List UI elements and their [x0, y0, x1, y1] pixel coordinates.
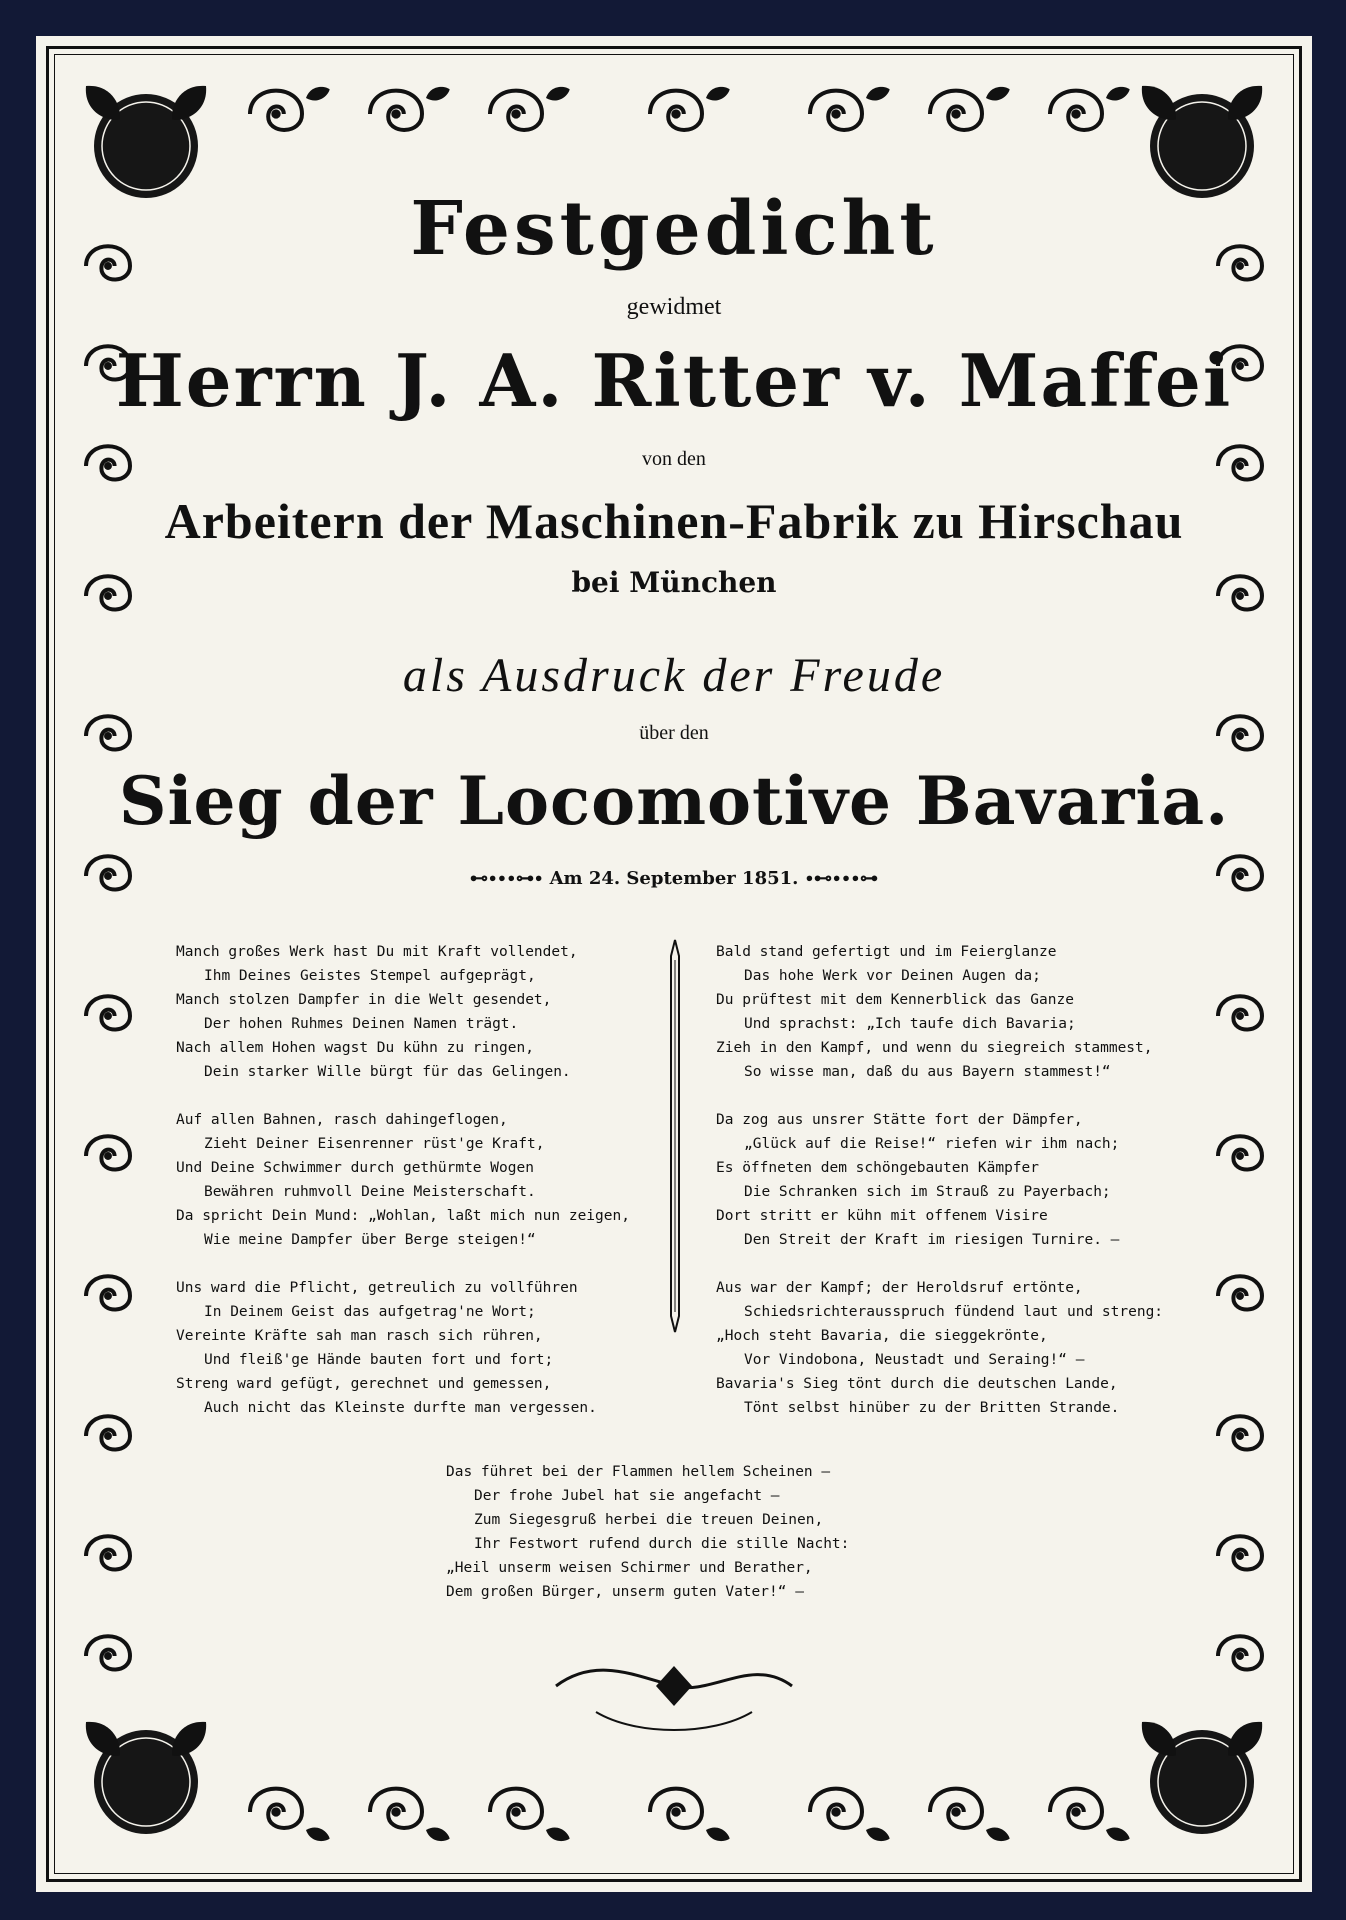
poem-line: Bewähren ruhmvoll Deine Meisterschaft.	[204, 1184, 536, 1200]
about-line: über den	[639, 722, 709, 744]
poem-line: Und Deine Schwimmer durch gethürmte Wogen	[176, 1160, 534, 1176]
poem-line: Schiedsrichterausspruch fündend laut und streng:	[744, 1304, 1164, 1320]
poem-line: Aus war der Kampf; der Heroldsruf ertönte,	[716, 1280, 1083, 1296]
top-scroll-3-dot	[511, 109, 520, 118]
left-poem-column	[176, 940, 646, 1444]
bottom-flourish-lower	[596, 1712, 752, 1730]
left-scroll-7-dot	[104, 1012, 112, 1020]
poem-line: Zieht Deiner Eisenrenner rüst'ge Kraft,	[204, 1136, 545, 1152]
right-scroll-9-dot	[1236, 1292, 1244, 1300]
poster-sheet	[36, 36, 1312, 1892]
stanza-right-1	[716, 940, 1196, 1084]
poem-line: Bald stand gefertigt und im Feierglanze	[716, 944, 1057, 960]
victory-heading: Sieg der Locomotive Bavaria.	[118, 762, 1230, 840]
dedication-line: gewidmet	[626, 294, 722, 320]
top-leaf	[544, 84, 572, 104]
top-leaf	[704, 84, 732, 104]
right-flourish: ∙⊷∙∙∙⊶	[804, 868, 879, 889]
poem-line: Das führet bei der Flammen hellem Scheinen —	[446, 1464, 831, 1480]
honoree-name: Herrn J. A. Ritter v. Maffei	[115, 338, 1233, 423]
stanza-left-2	[176, 1108, 646, 1252]
poem-line: Da zog aus unsrer Stätte fort der Dämpfer,	[716, 1112, 1083, 1128]
top-leaf	[864, 84, 892, 104]
right-scroll-12-dot	[1236, 1652, 1244, 1660]
left-scroll-10-dot	[104, 1432, 112, 1440]
stanza-left-1	[176, 940, 646, 1084]
poem-line: Und sprachst: „Ich taufe dich Bavaria;	[744, 1016, 1076, 1032]
poem-line: Du prüftest mit dem Kennerblick das Ganze	[716, 992, 1074, 1008]
poem-line: Den Streit der Kraft im riesigen Turnire. —	[744, 1232, 1120, 1248]
top-scroll-2-dot	[391, 109, 400, 118]
poem-line: Zieh in den Kampf, und wenn du siegreich stammest,	[716, 1040, 1153, 1056]
center-divider-rule	[660, 936, 690, 1336]
left-scroll-9-dot	[104, 1292, 112, 1300]
date-text: Am 24. September 1851.	[549, 868, 799, 889]
poem-line: Es öffneten dem schöngebauten Kämpfer	[716, 1160, 1040, 1176]
poem-line: Nach allem Hohen wagst Du kühn zu ringen,	[176, 1040, 534, 1056]
location-line: bei München	[571, 566, 777, 599]
poem-line: Bavaria's Sieg tönt durch die deutschen Lande,	[716, 1376, 1118, 1392]
left-scroll-8-dot	[104, 1152, 112, 1160]
top-scroll-4-dot	[671, 109, 680, 118]
stanza-left-3	[176, 1276, 646, 1420]
poem-line: Ihr Festwort rufend durch die stille Nacht:	[474, 1536, 850, 1552]
poem-line: Manch großes Werk hast Du mit Kraft vollendet,	[176, 944, 578, 960]
poem-line: „Glück auf die Reise!“ riefen wir ihm nach;	[744, 1136, 1120, 1152]
poem-line: Dort stritt er kühn mit offenem Visire	[716, 1208, 1048, 1224]
poem-line: Streng ward gefügt, gerechnet und gemessen,	[176, 1376, 552, 1392]
poem-line: „Heil unserm weisen Schirmer und Berather,	[446, 1560, 813, 1576]
closing-stanza	[446, 1460, 966, 1604]
poem-line: Tönt selbst hinüber zu der Britten Strande.	[744, 1400, 1120, 1416]
left-scroll-12-dot	[104, 1652, 112, 1660]
bottom-leaf	[704, 1824, 732, 1844]
top-leaf	[304, 84, 332, 104]
right-scroll-7-dot	[1236, 1012, 1244, 1020]
bottom-scroll-2-dot	[391, 1807, 400, 1816]
poem-line: Wie meine Dampfer über Berge steigen!“	[204, 1232, 536, 1248]
expression-line: als Ausdruck der Freude	[402, 649, 946, 702]
left-scroll-11-dot	[104, 1552, 112, 1560]
poem-line: Und fleiß'ge Hände bauten fort und fort;	[204, 1352, 554, 1368]
poem-line: Ihm Deines Geistes Stempel aufgeprägt,	[204, 968, 536, 984]
left-flourish: ⊷∙∙∙⊶∙	[469, 868, 544, 889]
date-line	[36, 868, 1312, 889]
from-line: von den	[642, 448, 706, 470]
stanza-right-2	[716, 1108, 1196, 1252]
poem-line: Uns ward die Pflicht, getreulich zu vollführen	[176, 1280, 578, 1296]
poem-line: Zum Siegesgruß herbei die treuen Deinen,	[474, 1512, 824, 1528]
poem-line: Die Schranken sich im Strauß zu Payerbach;	[744, 1184, 1111, 1200]
poem-line: In Deinem Geist das aufgetrag'ne Wort;	[204, 1304, 536, 1320]
bottom-scroll-7-dot	[1071, 1807, 1080, 1816]
poem-line: Das hohe Werk vor Deinen Augen da;	[744, 968, 1041, 984]
right-scroll-11-dot	[1236, 1552, 1244, 1560]
bottom-flourish-diamond	[656, 1666, 692, 1706]
bottom-scroll-6-dot	[951, 1807, 960, 1816]
right-poem-column	[716, 940, 1196, 1444]
poem-line: Vor Vindobona, Neustadt und Seraing!“ —	[744, 1352, 1085, 1368]
bottom-leaf	[864, 1824, 892, 1844]
poem-line: Dem großen Bürger, unserm guten Vater!“ —	[446, 1584, 804, 1600]
top-scroll-7-dot	[1071, 109, 1080, 118]
poem-line: Auch nicht das Kleinste durfte man vergessen.	[204, 1400, 597, 1416]
poem-line: Der hohen Ruhmes Deinen Namen trägt.	[204, 1016, 519, 1032]
top-scroll-5-dot	[831, 109, 840, 118]
top-scroll-1-dot	[271, 109, 280, 118]
poem-line: Manch stolzen Dampfer in die Welt gesendet,	[176, 992, 552, 1008]
bottom-leaf	[1104, 1824, 1132, 1844]
stanza-right-3	[716, 1276, 1196, 1420]
top-leaf	[1104, 84, 1132, 104]
bottom-scroll-1-dot	[271, 1807, 280, 1816]
bottom-leaf	[304, 1824, 332, 1844]
poem-line: Der frohe Jubel hat sie angefacht —	[474, 1488, 780, 1504]
poem-line: Vereinte Kräfte sah man rasch sich rühren,	[176, 1328, 543, 1344]
bottom-leaf	[984, 1824, 1012, 1844]
poem-line: „Hoch steht Bavaria, die sieggekrönte,	[716, 1328, 1048, 1344]
poem-line: Auf allen Bahnen, rasch dahingeflogen,	[176, 1112, 508, 1128]
bottom-leaf	[544, 1824, 572, 1844]
right-scroll-10-dot	[1236, 1432, 1244, 1440]
top-scroll-6-dot	[951, 109, 960, 118]
workers-line: Arbeitern der Maschinen-Fabrik zu Hirschau	[164, 493, 1184, 549]
bottom-scroll-3-dot	[511, 1807, 520, 1816]
poem-line: So wisse man, daß du aus Bayern stammest!“	[744, 1064, 1111, 1080]
bottom-scroll-5-dot	[831, 1807, 840, 1816]
top-leaf	[984, 84, 1012, 104]
right-scroll-8-dot	[1236, 1152, 1244, 1160]
top-leaf	[424, 84, 452, 104]
bottom-scroll-4-dot	[671, 1807, 680, 1816]
poem-line: Da spricht Dein Mund: „Wohlan, laßt mich nun zeigen,	[176, 1208, 630, 1224]
poster-title: Festgedicht	[410, 186, 938, 272]
bottom-leaf	[424, 1824, 452, 1844]
poem-line: Dein starker Wille bürgt für das Gelingen.	[204, 1064, 571, 1080]
